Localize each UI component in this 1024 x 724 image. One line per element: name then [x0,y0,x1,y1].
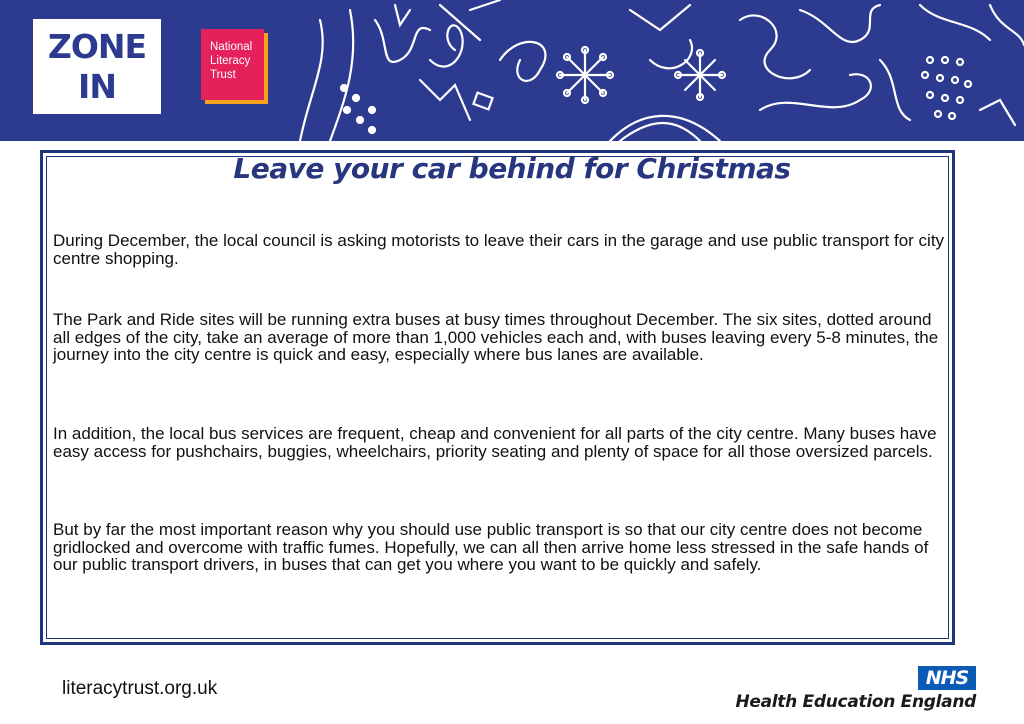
article-title: Leave your car behind for Christmas [233,152,791,185]
zone-logo-line2: IN [78,66,116,106]
nlt-line2: Literacy [210,55,251,67]
article-paragraph-4: But by far the most important reason why you should use public transport is so that our city centre does not become gridlocked and overcome with traffic fumes. Hopefully, we can all then arrive home less stressed in the safe hands of our public transport drivers, in buses that can get you where you want to be quickly and safely. [53,520,929,574]
nlt-line3: Trust [210,69,236,81]
national-literacy-trust-logo [201,29,268,104]
zone-logo-line1: ZONE [47,26,147,66]
footer-website-link[interactable]: literacytrust.org.uk [62,678,218,699]
header-banner [0,0,1024,141]
nlt-line1: National [210,41,253,53]
health-education-england-label: Health Education England [735,692,976,712]
nlt-logo-box [201,29,264,100]
article-paragraph-2: The Park and Ride sites will be running extra buses at busy times throughout December. The six sites, dotted around all edges of the city, take an average of more than 1,000 vehicles each and, with buses leaving every 5-8 minutes, the journey into the city centre is quick and easy, especially where bus lanes are available. [53,310,939,364]
nhs-logo: NHS [918,666,976,690]
article-paragraph-3: In addition, the local bus services are frequent, cheap and convenient for all parts of the city centre. Many buses have easy access for pushchairs, buggies, wheelchairs, priority seating and plenty of space for all those oversized parcels. [53,424,937,461]
article-paragraph-1: During December, the local council is asking motorists to leave their cars in the garage and use public transport for city centre shopping. [53,231,945,268]
zone-in-logo [33,19,161,114]
